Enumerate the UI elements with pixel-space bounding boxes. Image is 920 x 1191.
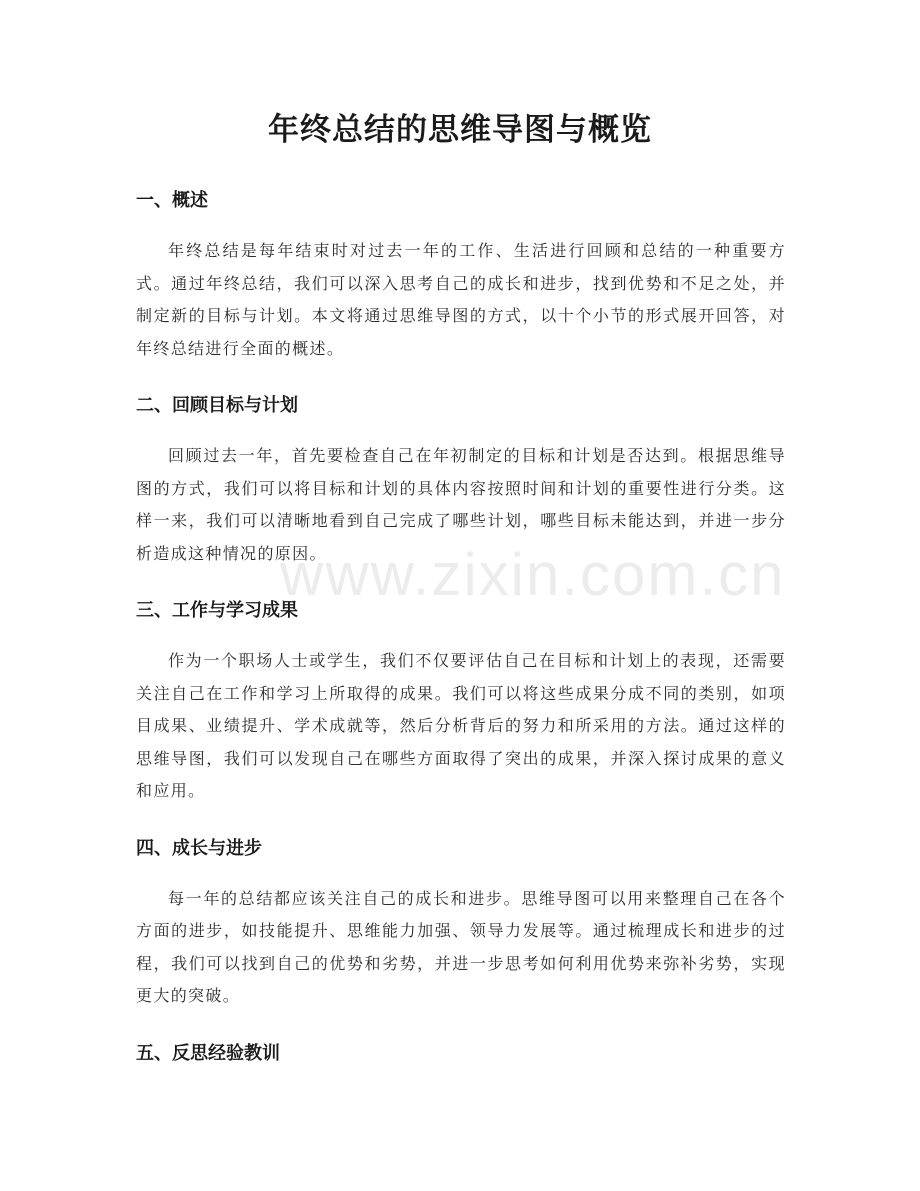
section-paragraph: 作为一个职场人士或学生，我们不仅要评估自己在目标和计划上的表现，还需要关注自己在工作和学习上所取得的成果。我们可以将这些成果分成不同的类别，如项目成果、业绩提升、学术成就等，然后分析背后的努力和所采用的方法。通过这样的思维导图，我们可以发现自己在哪些方面取得了突出的成果，并深入探讨成果的意义和应用。 <box>136 651 786 800</box>
section-paragraph: 年终总结是每年结束时对过去一年的工作、生活进行回顾和总结的一种重要方式。通过年终总结，我们可以深入思考自己的成长和进步，找到优势和不足之处，并制定新的目标与计划。本文将通过思维导图的方式，以十个小节的形式展开回答，对年终总结进行全面的概述。 <box>136 241 786 358</box>
section-heading: 二、回顾目标与计划 <box>136 395 298 416</box>
watermark: www.zixin.com.cn <box>280 541 786 608</box>
section-review-goals <box>136 391 786 570</box>
section-overview <box>136 186 786 365</box>
section-paragraph: 回顾过去一年，首先要检查自己在年初制定的目标和计划是否达到。根据思维导图的方式，我们可以将目标和计划的具体内容按照时间和计划的重要性进行分类。这样一来，我们可以清晰地看到自己完成了哪些计划，哪些目标未能达到，并进一步分析造成这种情况的原因。 <box>136 446 786 563</box>
section-heading: 四、成长与进步 <box>136 837 262 859</box>
section-heading: 一、概述 <box>136 190 208 211</box>
document-content <box>136 186 786 1069</box>
section-work-study-results <box>136 596 786 808</box>
section-heading: 三、工作与学习成果 <box>136 600 298 621</box>
section-paragraph: 每一年的总结都应该关注自己的成长和进步。思维导图可以用来整理自己在各个方面的进步，如技能提升、思维能力加强、领导力发展等。通过梳理成长和进步的过程，我们可以找到自己的优势和劣势，并进一步思考如何利用优势来弥补劣势，实现更大的突破。 <box>136 888 786 1005</box>
page-title: 年终总结的思维导图与概览 <box>268 112 652 148</box>
section-growth-progress <box>136 834 786 1013</box>
section-reflection-lessons <box>136 1039 786 1069</box>
section-heading: 五、反思经验教训 <box>136 1042 280 1064</box>
